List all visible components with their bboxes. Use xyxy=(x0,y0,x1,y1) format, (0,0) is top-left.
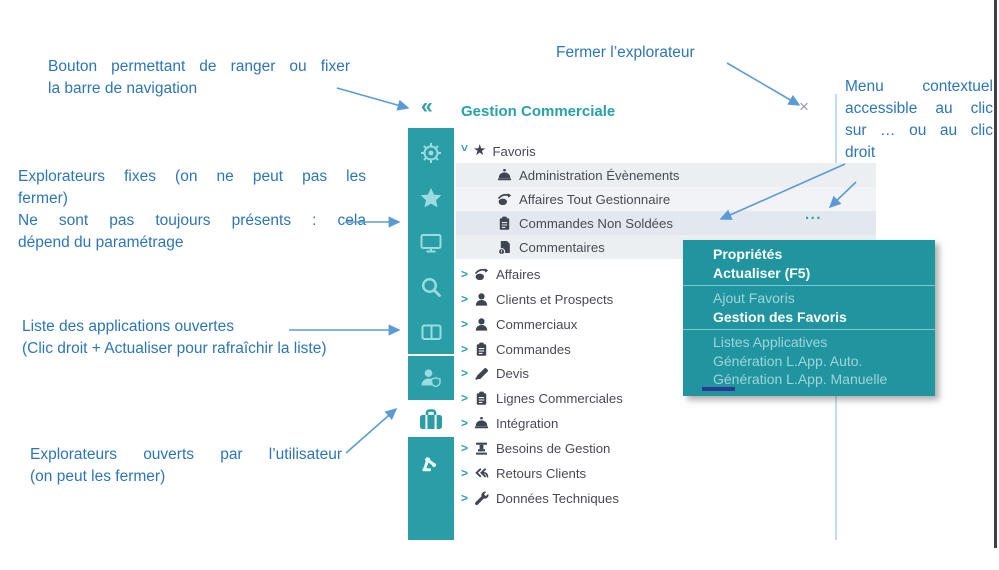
tree-item-label: Affaires Tout Gestionnaire xyxy=(519,191,671,207)
chevron-right-icon[interactable]: > xyxy=(461,292,469,306)
columns-icon xyxy=(420,321,443,344)
tree-row[interactable] xyxy=(456,486,835,510)
annotation-fixed-explorers-note xyxy=(18,166,366,254)
return-arrows-icon xyxy=(474,466,489,481)
selection-remnant xyxy=(702,387,735,391)
menu-separator xyxy=(683,285,935,286)
annotation-user-explorers-note xyxy=(30,444,342,488)
annotation-context-note xyxy=(845,76,993,164)
sidebar-fixed-explorers xyxy=(408,128,454,310)
row-context-menu-button[interactable]: ... xyxy=(805,206,823,223)
tree-item-label: Administration Évènements xyxy=(519,167,680,183)
annotation-line: accessible au clic xyxy=(845,100,993,117)
document-info-icon xyxy=(497,240,512,255)
helmet-icon xyxy=(474,416,489,431)
tree-item-label: Commerciaux xyxy=(496,316,578,332)
arrow-to-user-explorers xyxy=(346,409,396,453)
annotation-line: Explorateurs fixes (on ne peut pas les xyxy=(18,168,366,185)
menu-item-generation-manuelle[interactable]: Génération L.App. Manuelle xyxy=(713,371,888,387)
window-right-edge xyxy=(994,0,997,548)
monitor-icon xyxy=(419,231,443,255)
panel-title: Gestion Commerciale xyxy=(461,103,616,120)
sidebar-user-explorers xyxy=(408,437,454,540)
annotation-line: (Clic droit + Actualiser pour rafraîchir la liste) xyxy=(22,340,327,357)
tree-item-label: Retours Clients xyxy=(496,465,587,481)
chevron-right-icon[interactable]: > xyxy=(461,441,469,455)
chevron-right-icon[interactable]: > xyxy=(461,342,469,356)
star-icon xyxy=(419,186,443,210)
person-icon xyxy=(474,292,489,307)
annotation-line: fermer) xyxy=(18,190,68,207)
clipboard-icon xyxy=(497,216,512,231)
pen-icon xyxy=(474,366,489,381)
annotation-line: dépend du paramétrage xyxy=(18,234,184,251)
tree-item-label: Affaires xyxy=(496,266,541,282)
tree-item-label: Favoris xyxy=(492,143,536,159)
tree-item-label: Données Techniques xyxy=(496,490,619,506)
annotation-line: Explorateurs ouverts par l’utilisateur xyxy=(30,446,342,463)
favorites-root-row[interactable] xyxy=(456,139,835,163)
menu-separator xyxy=(683,329,935,330)
annotation-line: Liste des applications ouvertes xyxy=(22,318,234,335)
user-shield-icon xyxy=(419,366,443,390)
chevron-right-icon[interactable]: > xyxy=(461,267,469,281)
menu-item-gestion-favoris[interactable]: Gestion des Favoris xyxy=(713,308,847,325)
menu-item-generation-auto[interactable]: Génération L.App. Auto. xyxy=(713,352,863,369)
person-icon xyxy=(474,317,489,332)
wrench-icon xyxy=(474,491,489,506)
tree-row[interactable] xyxy=(456,411,835,435)
arrow-to-close-button xyxy=(727,63,799,105)
press-icon xyxy=(474,441,489,456)
gear-icon xyxy=(419,141,443,165)
tree-item-label: Besoins de Gestion xyxy=(496,440,611,456)
tree-item-label: Commandes xyxy=(496,341,571,357)
annotation-close-note: Fermer l’explorateur xyxy=(556,44,695,61)
annotation-pin-note xyxy=(48,56,350,100)
handshake-icon xyxy=(497,192,512,207)
chevron-right-icon[interactable]: > xyxy=(461,366,469,380)
chevron-right-icon[interactable]: > xyxy=(461,317,469,331)
monitor-explorer-button[interactable] xyxy=(408,220,454,265)
chevron-down-icon[interactable]: > xyxy=(457,144,472,152)
helmet-icon xyxy=(497,168,512,183)
tree-item-label: Intégration xyxy=(496,415,559,431)
annotation-line: Menu contextuel xyxy=(845,78,993,95)
handshake-icon xyxy=(474,267,489,282)
tree-row[interactable] xyxy=(456,461,835,485)
user-rights-button[interactable] xyxy=(408,356,454,400)
context-menu xyxy=(683,240,935,396)
clipboard-icon xyxy=(474,391,489,406)
chevron-right-icon[interactable]: > xyxy=(461,391,469,405)
annotation-open-apps-note xyxy=(22,316,327,360)
open-explorer-briefcase-button[interactable] xyxy=(408,402,454,436)
robot-explorer-button[interactable] xyxy=(408,437,454,485)
sidebar-open-applications xyxy=(408,310,454,354)
chevron-right-icon[interactable]: > xyxy=(461,416,469,430)
favorites-explorer-button[interactable] xyxy=(408,175,454,220)
menu-item-actualiser[interactable]: Actualiser (F5) xyxy=(713,264,811,281)
menu-item-listes-applicatives[interactable]: Listes Applicatives xyxy=(713,334,828,350)
tree-item-label: Commentaires xyxy=(519,239,605,255)
sidebar-user-section xyxy=(408,356,454,400)
tree-item-label: Devis xyxy=(496,365,529,381)
collapse-panel-button[interactable]: « xyxy=(421,95,433,118)
search-icon xyxy=(420,276,443,299)
applications-list-button[interactable] xyxy=(408,310,454,354)
menu-item-ajout-favoris[interactable]: Ajout Favoris xyxy=(713,290,795,306)
chevron-right-icon[interactable]: > xyxy=(461,491,469,505)
tree-item-label: Lignes Commerciales xyxy=(496,390,623,406)
close-explorer-button[interactable]: × xyxy=(799,97,809,116)
briefcase-icon xyxy=(417,406,445,432)
robot-arm-icon xyxy=(419,449,443,473)
annotation-line: Bouton permettant de ranger ou fixer xyxy=(48,58,350,75)
tree-item-label: Commandes Non Soldées xyxy=(519,215,673,231)
clipboard-icon xyxy=(474,342,489,357)
favorites-star-icon: ★ xyxy=(473,142,487,159)
annotation-line: sur … ou au clic xyxy=(845,122,993,139)
annotation-line: la barre de navigation xyxy=(48,80,198,97)
settings-explorer-button[interactable] xyxy=(408,130,454,175)
tree-item-label: Clients et Prospects xyxy=(496,291,614,307)
favorite-item-row[interactable] xyxy=(456,163,876,187)
tree-row[interactable] xyxy=(456,436,835,460)
search-explorer-button[interactable] xyxy=(408,265,454,310)
annotation-line: (on peut les fermer) xyxy=(30,468,166,485)
annotation-line: droit xyxy=(845,144,876,161)
annotation-line: Ne sont pas toujours présents : cela xyxy=(18,212,366,229)
menu-item-proprietes[interactable]: Propriétés xyxy=(713,246,783,262)
chevron-right-icon[interactable]: > xyxy=(461,466,469,480)
